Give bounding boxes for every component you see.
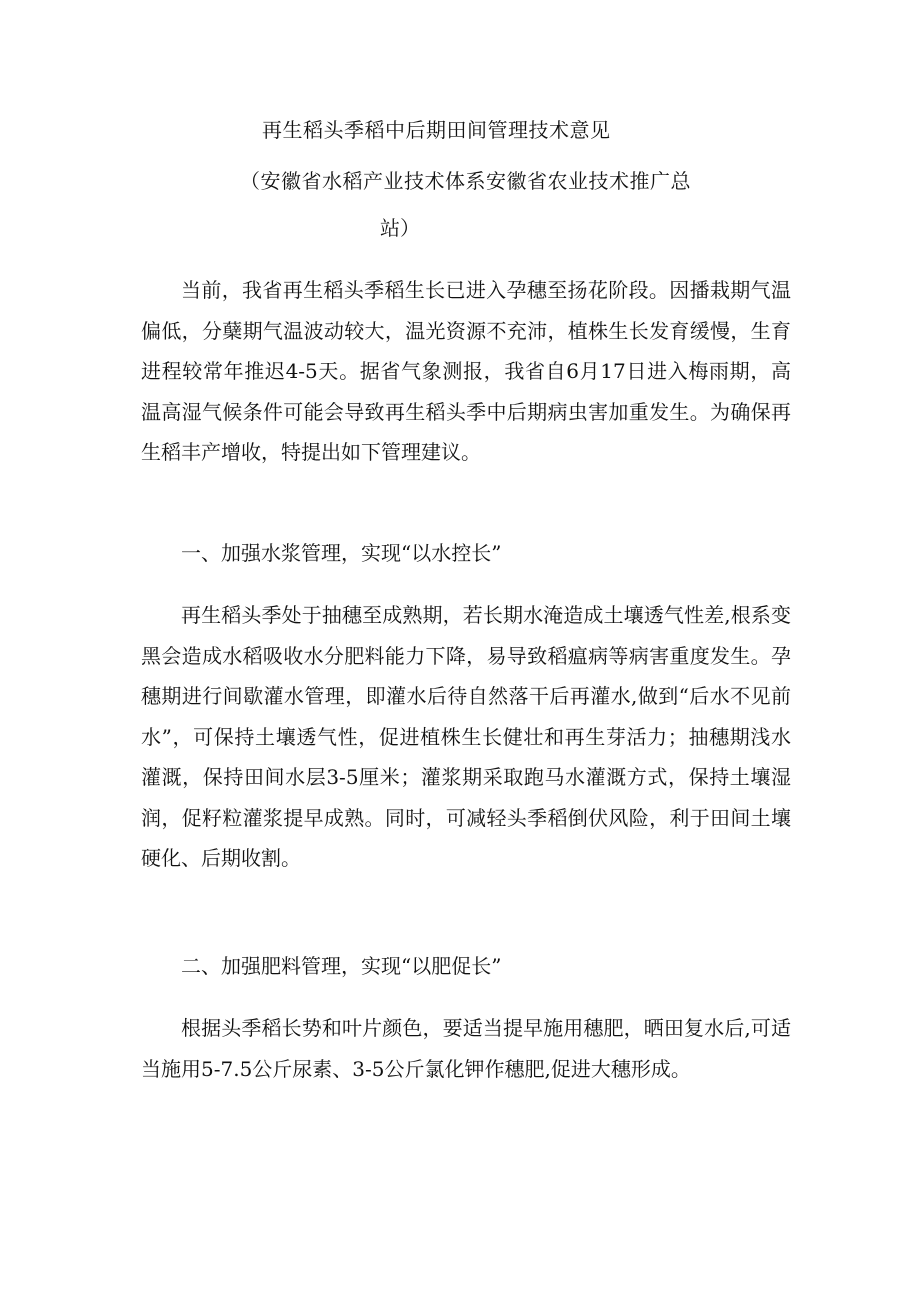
document-title: 再生稻头季稻中后期田间管理技术意见 xyxy=(262,118,611,142)
intro-paragraph: 当前，我省再生稻头季稻生长已进入孕穗至扬花阶段。因播栽期气温偏低，分蘖期气温波动较大，温光资源不充沛，植株生长发育缓慢，生育进程较常年推迟4-5天。据省气象测报，我省自6月17日进入梅雨期，高温高湿气候条件可能会导致再生稻头季中后期病虫害加重发生。为确保再生稻丰产增收，特提出如下管理建议。 xyxy=(141,278,791,464)
document-issuer: （安徽省水稻产业技术体系安徽省农业技术推广总 xyxy=(240,169,691,193)
section-body-fertilizer: 根据头季稻长势和叶片颜色，要适当提早施用穗肥，晒田复水后,可适当施用5-7.5公斤尿素、3-5公斤氯化钾作穗肥,促进大穗形成。 xyxy=(141,1016,791,1081)
document-issuer-continued: 站） xyxy=(380,216,420,240)
section-heading-water: 一、加强水浆管理，实现“以水控长” xyxy=(181,541,502,565)
section-heading-fertilizer: 二、加强肥料管理，实现“以肥促长” xyxy=(181,954,502,978)
section-body-water: 再生稻头季处于抽穗至成熟期，若长期水淹造成土壤透气性差,根系变黑会造成水稻吸收水分肥料能力下降，易导致稻瘟病等病害重度发生。孕穗期进行间歇灌水管理，即灌水后待自然落干后再灌水,做到“后水不见前水”，可保持土壤透气性，促进植株生长健壮和再生芽活力；抽穗期浅水灌溉，保持田间水层3-5厘米；灌浆期采取跑马水灌溉方式，保持土壤湿润，促籽粒灌浆提早成熟。同时，可减轻头季稻倒伏风险，利于田间土壤硬化、后期收割。 xyxy=(141,603,791,870)
